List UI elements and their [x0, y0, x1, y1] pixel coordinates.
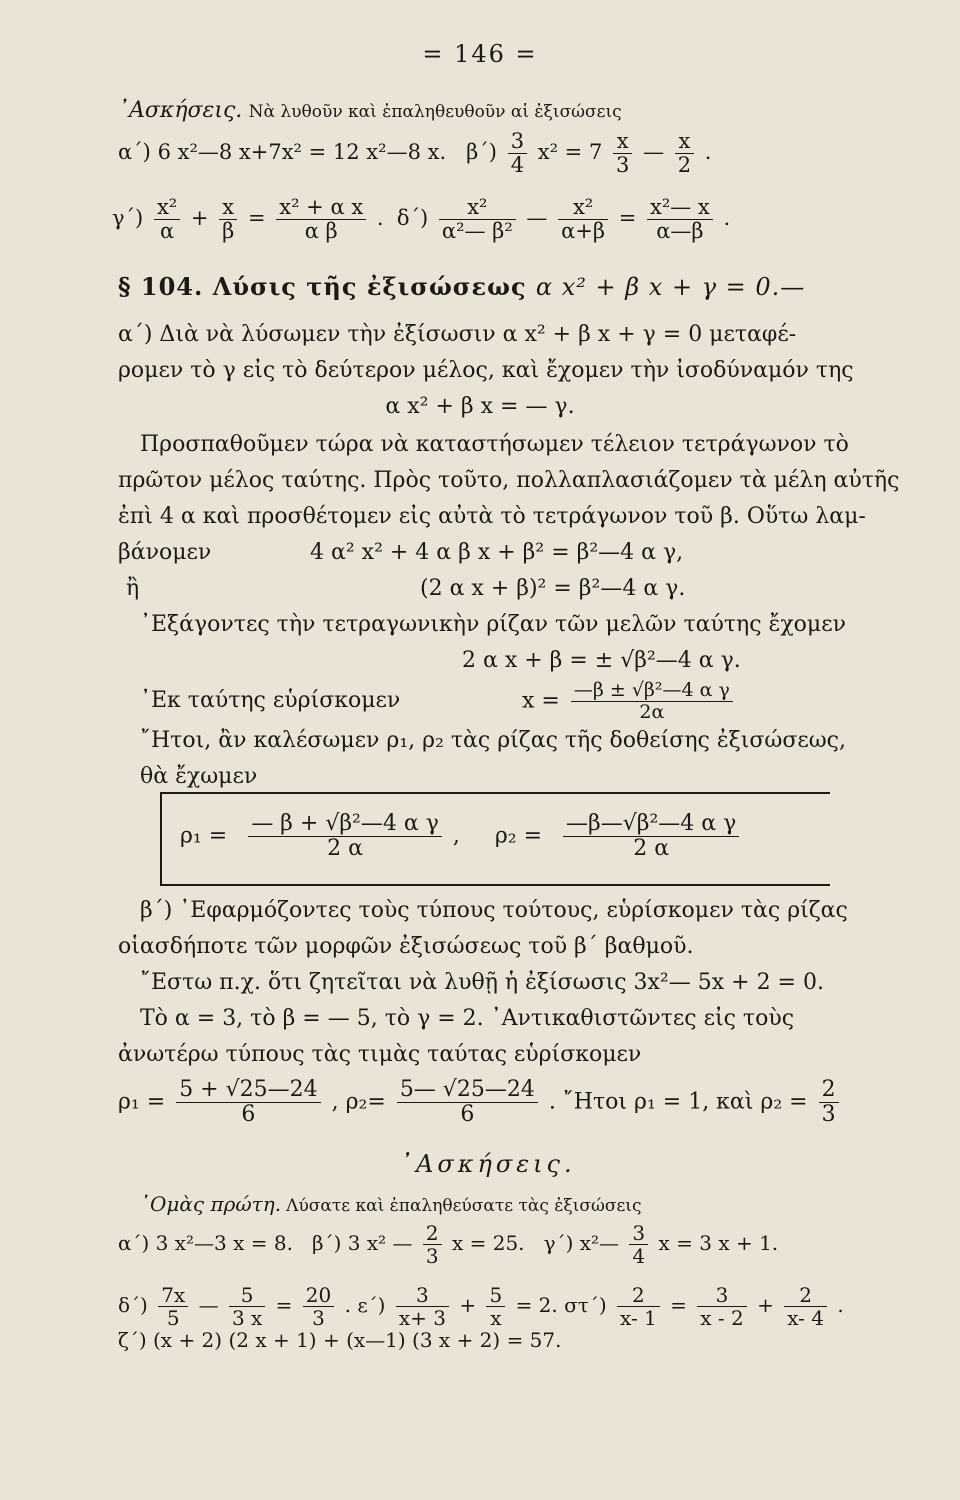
ex-a-label: α΄) [118, 140, 151, 165]
body-line-11-formula [522, 680, 737, 723]
ex-bottom-d-frac2: $\frac{5}{3 x}$ [229, 1284, 265, 1329]
ex-d-frac2: $\frac{\text{x²}}{\alpha+\beta}$ [558, 196, 608, 243]
body-line-3: α x² + β x = — γ. [385, 394, 575, 419]
group-header [140, 1192, 642, 1216]
part-b-solution [118, 1078, 843, 1127]
group-instruction: Λύσατε καὶ ἐπαληθεύσατε τὰς ἐξισώσεις [286, 1196, 642, 1216]
sol-rho2-value: $\frac{2}{3}$ [819, 1078, 839, 1127]
sol-rho1-label: ρ₁ = [118, 1089, 166, 1115]
ex-bottom-b-end: x = 25. [451, 1231, 525, 1255]
exercise-alpha-beta: α΄) 6 x²—8 x+7x² = 12 x²—8 x. β΄) $\frac{3}{4}$ x² = 7 $\frac{x}{3}$ — $\frac{x}{2}$ . [118, 129, 712, 178]
ex-b-frac1: $\frac{3}{4}$ [508, 130, 527, 177]
body-line-7-equation: 4 α² x² + 4 α β x + β² = β²—4 α γ, [310, 540, 684, 565]
ex-bottom-e-frac1: $\frac{3}{x+ 3}$ [396, 1284, 449, 1329]
ex-bottom-d-label: δ΄) [118, 1293, 148, 1317]
part-b-line-2: οἱασδήποτε τῶν μορφῶν ἐξισώσεως τοῦ β΄ βαθμοῦ. [118, 934, 694, 959]
section-heading [118, 272, 805, 301]
body-line-7-label: βάνομεν [118, 540, 212, 565]
ex-bottom-a: α΄) 3 x²—3 x = 8. [118, 1231, 293, 1255]
root-formula: $\frac{\text{—β ± √β²—4 α γ}}{2\alpha}$ [571, 680, 733, 723]
body-line-10: 2 α x + β = ± √β²—4 α γ. [462, 648, 741, 673]
boxed-root-formulas [180, 812, 743, 861]
box-left-rule [160, 792, 162, 886]
section-equation: α x² + β x + γ = 0.— [535, 273, 806, 301]
sol-tail: . ῎Ητοι ρ₁ = 1, καὶ ρ₂ = [548, 1089, 808, 1115]
body-line-8-label: ἢ [126, 576, 140, 601]
group-label: ῾Ομὰς πρώτη. [140, 1192, 282, 1216]
body-line-11-label: ᾿Εκ ταύτης εὑρίσκομεν [140, 688, 401, 713]
part-b-line-5: ἀνωτέρω τύπους τὰς τιμὰς ταύτας εὑρίσκομεν [118, 1042, 642, 1067]
exercises-instruction: Νὰ λυθοῦν καὶ ἐπαληθευθοῦν αἱ ἐξισώσεις [248, 102, 622, 122]
ex-g-frac3: $\frac{\text{x² + α x}}{\text{α β}}$ [276, 196, 366, 243]
ex-d-frac3: $\frac{\text{x²— x}}{\alpha—\beta}$ [647, 196, 713, 243]
ex-g-frac2: $\frac{x}{\beta}$ [219, 196, 237, 243]
box-top-rule [160, 792, 830, 794]
boxed-comma: , [452, 823, 460, 849]
body-line-4: Προσπαθοῦμεν τώρα νὰ καταστήσωμεν τέλειον τετράγωνον τὸ [140, 432, 849, 457]
body-line-12: ῎Ητοι, ἂν καλέσωμεν ρ₁, ρ₂ τὰς ρίζας τῆς δοθείσης ἐξισώσεως, [140, 728, 846, 753]
ex-b-frac3: $\frac{x}{2}$ [675, 130, 694, 177]
body-line-13: θὰ ἔχωμεν [140, 764, 258, 789]
box-bottom-rule [160, 884, 830, 886]
ex-g-frac1: $\frac{\text{x²}}{\alpha}$ [154, 196, 180, 243]
page-number: = 146 = [422, 40, 538, 68]
body-line-9: ᾿Εξάγοντες τὴν τετραγωνικὴν ρίζαν τῶν μελῶν ταύτης ἔχομεν [140, 612, 846, 637]
body-line-8-equation: (2 α x + β)² = β²—4 α γ. [420, 576, 686, 601]
ex-bottom-e-label: . ε΄) [344, 1293, 386, 1317]
ex-bottom-st-frac1: $\frac{2}{x- 1}$ [617, 1284, 660, 1329]
ex-g-label: γ΄) [112, 206, 144, 231]
ex-bottom-e-tail: = 2. [515, 1293, 558, 1317]
rho2-label: ρ₂ = [494, 823, 543, 849]
ex-bottom-st-frac2: $\frac{3}{x - 2}$ [697, 1284, 746, 1329]
ex-bottom-g-start: γ΄) x²— [543, 1231, 620, 1255]
rho2-fraction: $\frac{\text{—β—√β²—4 α γ}}{2 \alpha}$ [563, 812, 739, 861]
part-b-line-3: ῎Εστω π.χ. ὅτι ζητεῖται νὰ λυθῇ ἡ ἐξίσωσις 3x²— 5x + 2 = 0. [140, 970, 824, 995]
section-title: Λύσις τῆς ἐξισώσεως [212, 272, 527, 301]
ex-bottom-st-frac3: $\frac{2}{x- 4}$ [784, 1284, 827, 1329]
exercises-line-3: ζ΄) (x + 2) (2 x + 1) + (x—1) (3 x + 2) = 57. [118, 1328, 562, 1352]
section-mark: § 104. [118, 272, 204, 301]
ex-d-label: δ΄) [396, 206, 429, 231]
ex-bottom-d-frac1: $\frac{7x}{5}$ [158, 1284, 188, 1329]
ex-bottom-b-start: β΄) 3 x² — [312, 1231, 413, 1255]
body-line-6: ἐπὶ 4 α καὶ προσθέτομεν εἰς αὐτὰ τὸ τετράγωνον τοῦ β. Οὕτω λαμ- [118, 504, 866, 529]
ex-a-equation: 6 x²—8 x+7x² = 12 x²—8 x. [157, 140, 447, 165]
ex-bottom-g-frac: $\frac{3}{4}$ [629, 1222, 648, 1267]
exercises-title: ᾿Ασκήσεις. [400, 1150, 576, 1178]
body-line-1: α΄) Διὰ νὰ λύσωμεν τὴν ἐξίσωσιν α x² + β x + γ = 0 μεταφέ- [118, 322, 797, 347]
rho1-label: ρ₁ = [180, 823, 228, 849]
ex-b-middle: x² = 7 [537, 140, 603, 165]
body-line-2: ρομεν τὸ γ εἰς τὸ δεύτερον μέλος, καὶ ἔχομεν τὴν ἰσοδύναμόν της [118, 358, 854, 383]
exercise-gamma-delta: γ΄) $\frac{\text{x²}}{\alpha}$ + $\frac{x}{\beta}$ = $\frac{\text{x² + α x}}{\text{α β}}$ . δ΄) $\frac{\text{x²}}{\text{α²— β²}}$ — $\frac{\text{x²}}{\alpha+\beta}$ = $\frac{\text{x²— x}}{\alpha—\beta}$ . [112, 195, 731, 244]
rho1-fraction: $\frac{\text{— β + √β²—4 α γ}}{2 \alpha}$ [248, 812, 442, 861]
ex-b-label: β΄) [466, 140, 497, 165]
ex-bottom-st-label: στ΄) [564, 1293, 607, 1317]
exercises-label: ᾿Ασκήσεις. [118, 98, 243, 123]
part-b-line-4: Τὸ α = 3, τὸ β = — 5, τὸ γ = 2. ᾿Αντικαθιστῶντες εἰς τοὺς [140, 1006, 795, 1031]
sol-rho2-fraction: $\frac{5— √25—24}{6}$ [397, 1078, 538, 1127]
ex-bottom-d-frac3: $\frac{20}{3}$ [303, 1284, 334, 1329]
part-b-line-1: β΄) ᾿Εφαρμόζοντες τοὺς τύπους τούτους, εὑρίσκομεν τὰς ρίζας [140, 898, 848, 923]
exercises-line-1 [118, 1222, 778, 1267]
exercises-header [118, 98, 622, 123]
sol-rho2-label: , ρ₂= [331, 1089, 386, 1115]
body-line-5: πρῶτον μέλος ταύτης. Πρὸς τοῦτο, πολλαπλασιάζομεν τὰ μέλη αὐτῆς [118, 468, 900, 493]
ex-d-frac1: $\frac{\text{x²}}{\text{α²— β²}}$ [439, 196, 516, 243]
ex-bottom-g-end: x = 3 x + 1. [658, 1231, 779, 1255]
ex-bottom-b-frac: $\frac{2}{3}$ [423, 1222, 442, 1267]
ex-bottom-e-frac2: $\frac{5}{x}$ [486, 1284, 505, 1329]
ex-b-frac2: $\frac{x}{3}$ [613, 130, 632, 177]
exercises-line-2: δ΄) $\frac{7x}{5}$ — $\frac{5}{3 x}$ = $\frac{20}{3}$ . ε΄) $\frac{3}{x+ 3}$ + $\frac{5}{x}$ = 2. στ΄) $\frac{2}{x- 1}$ = $\frac{3}{x - 2}$ + $\frac{2}{x- 4}$ . [118, 1283, 844, 1330]
sol-rho1-fraction: $\frac{5 + √25—24}{6}$ [176, 1078, 320, 1127]
x-equals: x = [522, 688, 560, 714]
